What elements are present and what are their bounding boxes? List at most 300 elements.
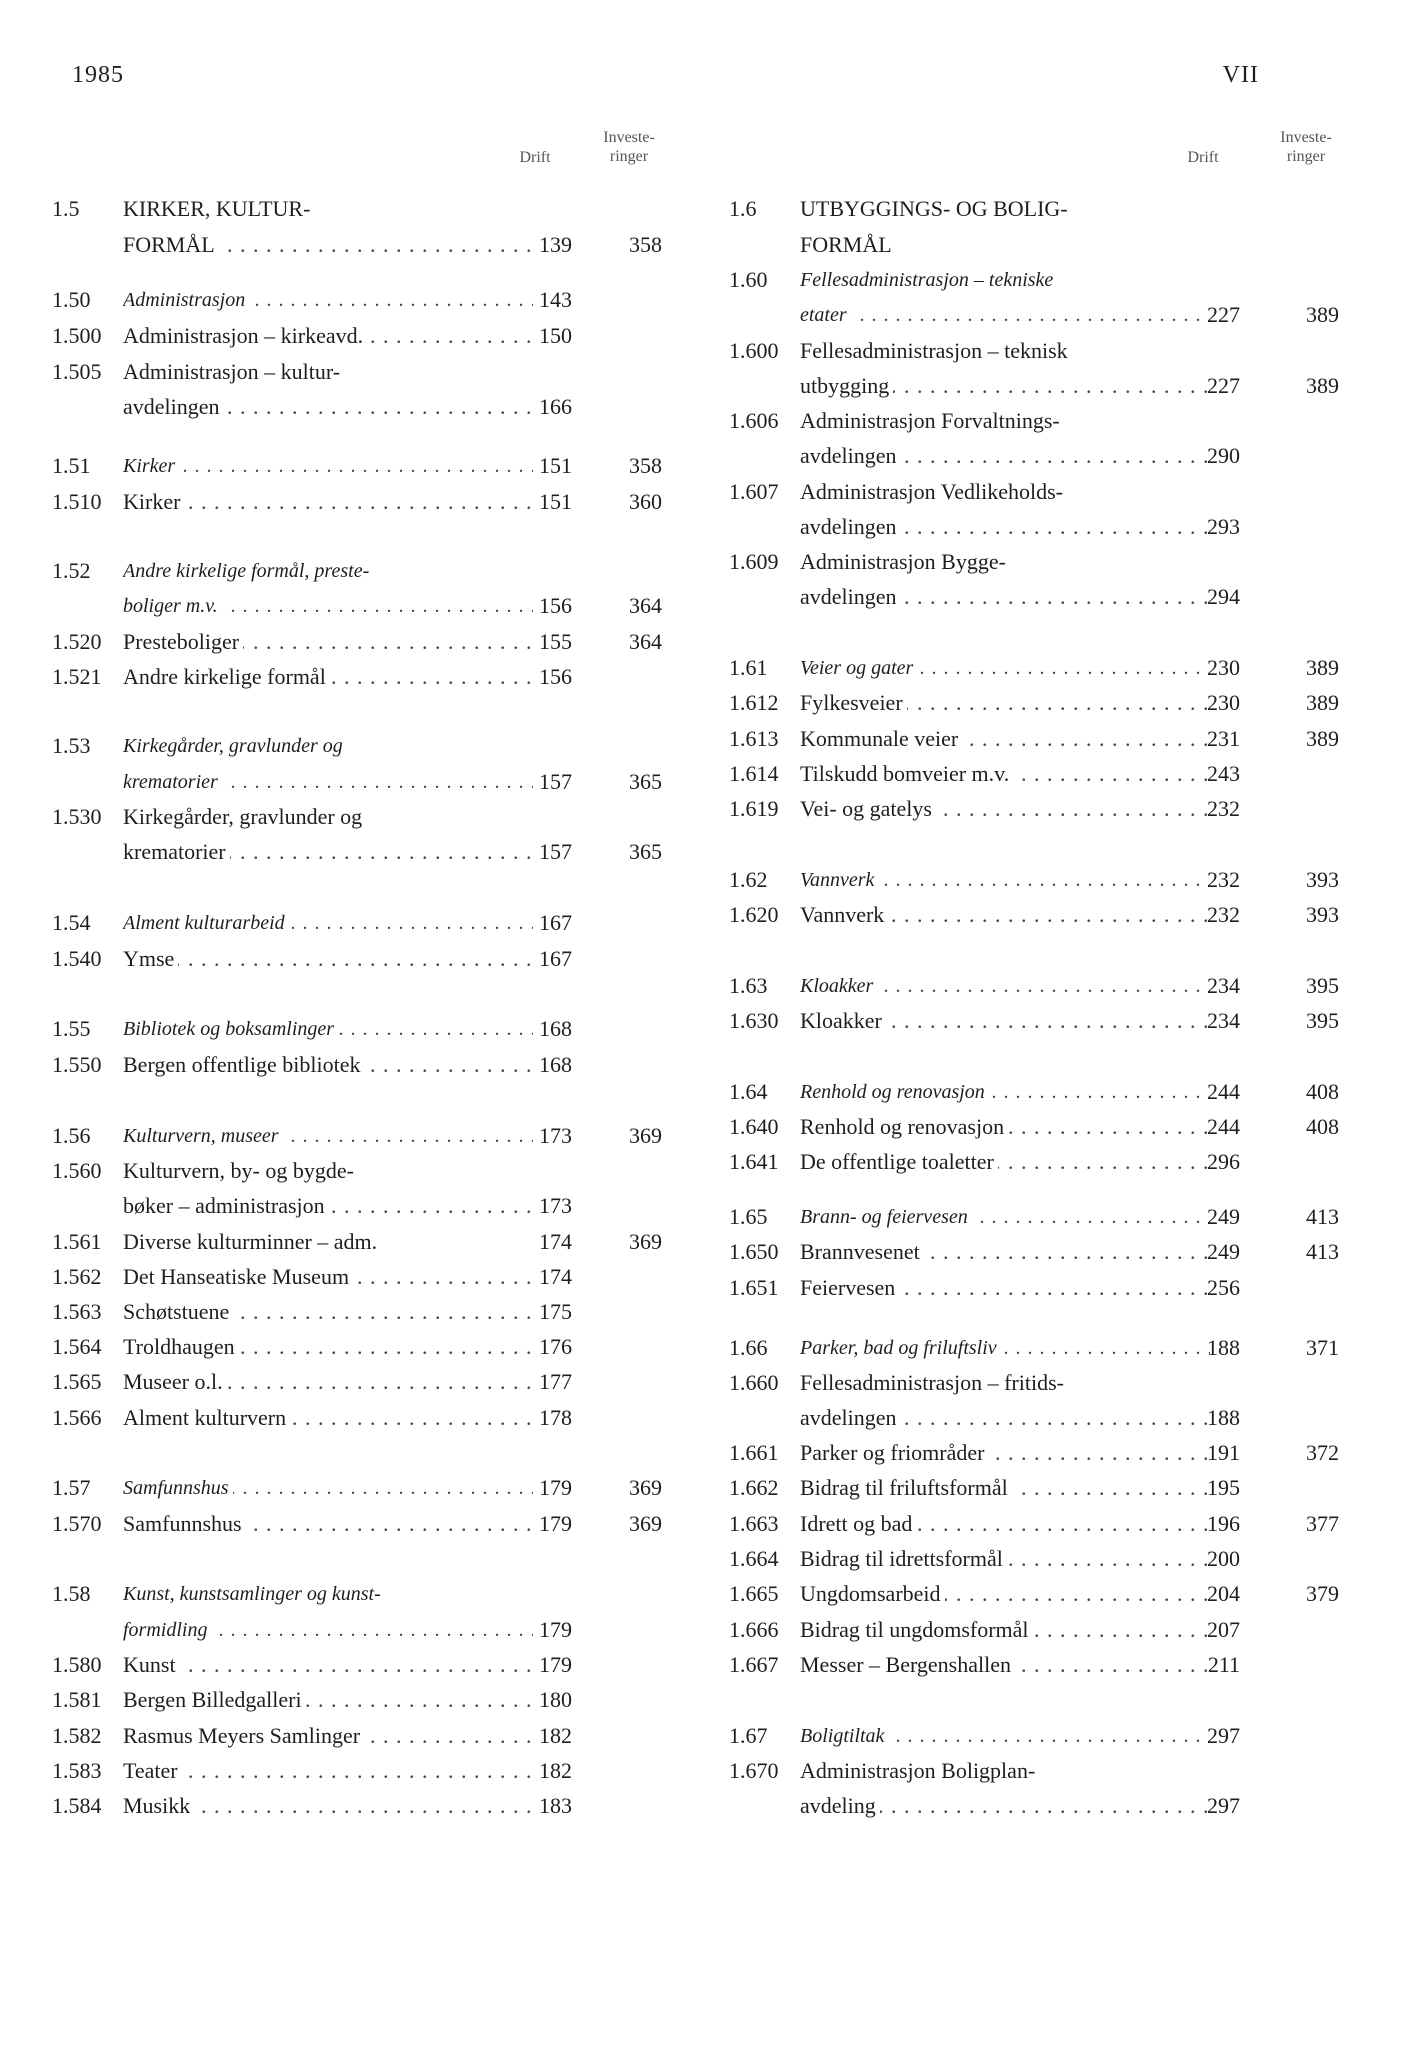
- entry-label: [800, 1271, 1210, 1305]
- index-entry: [52, 1330, 662, 1364]
- entry-label: [123, 1719, 533, 1753]
- entry-number: 1.661: [729, 1440, 779, 1465]
- index-entry: [729, 722, 1339, 756]
- index-entry: [52, 660, 662, 694]
- entry-label: [123, 1330, 533, 1364]
- index-entry: [729, 1542, 1339, 1576]
- entry-label: [123, 1683, 533, 1717]
- index-entry: [729, 1235, 1339, 1269]
- entry-number: 1.67: [729, 1723, 768, 1748]
- investering-page: 389: [1306, 726, 1339, 751]
- entry-number: 1.619: [729, 796, 779, 821]
- entry-number: 1.65: [729, 1204, 768, 1229]
- entry-label: [800, 1436, 1210, 1470]
- entry-label-text: Kloakker: [800, 975, 877, 997]
- index-entry: [52, 1189, 662, 1223]
- drift-page: 232: [1207, 902, 1240, 927]
- drift-page: 179: [539, 1617, 572, 1642]
- entry-number: 1.520: [52, 629, 102, 654]
- entry-label: [800, 580, 1210, 614]
- drift-page: 156: [539, 664, 572, 689]
- entry-label: [800, 1401, 1210, 1435]
- index-entry: [52, 1260, 662, 1294]
- entry-number: 1.620: [729, 902, 779, 927]
- investering-page: 369: [629, 1123, 662, 1148]
- entry-label: [800, 1004, 1210, 1038]
- entry-label-text: Kulturvern, by- og bygde-: [123, 1158, 358, 1183]
- index-entry: [52, 390, 662, 424]
- column-header-investeringer-line1: Investe-: [603, 129, 655, 146]
- entry-label-text: De offentlige toaletter: [800, 1149, 998, 1174]
- index-entry: [52, 1154, 662, 1188]
- entry-label-text: krematorier: [123, 839, 230, 864]
- entry-label-text: FORMÅL: [800, 232, 896, 257]
- index-entry: [52, 1789, 662, 1823]
- entry-label-text: Administrasjon Vedlikeholds-: [800, 479, 1067, 504]
- entry-label: [123, 319, 533, 353]
- entry-label: [123, 390, 533, 424]
- drift-page: 173: [539, 1123, 572, 1148]
- index-entry: [52, 485, 662, 519]
- entry-label-text: Kirkegårder, gravlunder og: [123, 804, 366, 829]
- index-entry: [52, 1048, 662, 1082]
- entry-label: [800, 1110, 1210, 1144]
- investering-page: 393: [1306, 902, 1339, 927]
- drift-page: 173: [539, 1193, 572, 1218]
- entry-label: [800, 1719, 1210, 1753]
- entry-label-text: boliger m.v.: [123, 595, 222, 617]
- drift-page: 151: [539, 489, 572, 514]
- entry-label: [123, 1225, 533, 1259]
- entry-number: 1.55: [52, 1016, 91, 1041]
- entry-number: 1.500: [52, 323, 102, 348]
- entry-label-text: Kloakker: [800, 1008, 886, 1033]
- entry-number: 1.662: [729, 1475, 779, 1500]
- entry-label-text: Bidrag til idrettsformål: [800, 1546, 1007, 1571]
- investering-page: 360: [629, 489, 662, 514]
- entry-label-text: Boligtiltak: [800, 1725, 888, 1747]
- entry-label: [123, 1365, 533, 1399]
- index-entry: [729, 686, 1339, 720]
- entry-label-text: Messer – Bergenshallen: [800, 1652, 1015, 1677]
- entry-number: 1.54: [52, 910, 91, 935]
- entry-label-text: Administrasjon Forvaltnings-: [800, 408, 1064, 433]
- index-entry: [52, 1683, 662, 1717]
- index-entry: [729, 792, 1339, 826]
- entry-label-text: Kommunale veier: [800, 726, 962, 751]
- entry-label: [123, 729, 533, 763]
- investering-page: 364: [629, 629, 662, 654]
- entry-number: 1.667: [729, 1652, 779, 1677]
- drift-page: 155: [539, 629, 572, 654]
- entry-number: 1.550: [52, 1052, 102, 1077]
- entry-number: 1.62: [729, 867, 768, 892]
- entry-label: [123, 625, 533, 659]
- entry-label: [123, 554, 533, 588]
- entry-number: 1.630: [729, 1008, 779, 1033]
- entry-label-text: Vannverk: [800, 902, 888, 927]
- index-entry: [729, 1004, 1339, 1038]
- investering-page: 365: [629, 769, 662, 794]
- entry-label: [800, 545, 1210, 579]
- index-entry: [52, 1012, 662, 1046]
- index-entry: [729, 1648, 1339, 1682]
- entry-label-text: UTBYGGINGS- OG BOLIG-: [800, 196, 1072, 221]
- drift-page: 178: [539, 1405, 572, 1430]
- entry-number: 1.641: [729, 1149, 779, 1174]
- entry-label-text: Andre kirkelige formål: [123, 664, 330, 689]
- index-entry: [729, 1401, 1339, 1435]
- drift-page: 167: [539, 946, 572, 971]
- entry-label-text: Kirker: [123, 455, 179, 477]
- index-entry: [52, 906, 662, 940]
- entry-label-text: Samfunnshus: [123, 1511, 246, 1536]
- entry-number: 1.560: [52, 1158, 102, 1183]
- entry-label: [123, 1260, 533, 1294]
- investering-page: 389: [1306, 373, 1339, 398]
- entry-label-text: Musikk: [123, 1793, 194, 1818]
- entry-label-text: Kirkegårder, gravlunder og: [123, 735, 347, 757]
- drift-page: 195: [1207, 1475, 1240, 1500]
- entry-label-text: Museer o.l.: [123, 1369, 227, 1394]
- index-entry: [52, 1719, 662, 1753]
- index-entry: [52, 1613, 662, 1647]
- index-entry: [52, 1225, 662, 1259]
- entry-number: 1.5: [52, 196, 80, 221]
- index-entry: [52, 449, 662, 483]
- index-entry: [729, 1754, 1339, 1788]
- investering-page: 395: [1306, 973, 1339, 998]
- entry-label-text: Tilskudd bomveier m.v.: [800, 761, 1013, 786]
- index-entry: [52, 800, 662, 834]
- entry-label: [123, 835, 533, 869]
- entry-label-text: Administrasjon Boligplan-: [800, 1758, 1039, 1783]
- entry-label: [123, 1789, 533, 1823]
- entry-label-text: bøker – administrasjon: [123, 1193, 329, 1218]
- investering-page: 393: [1306, 867, 1339, 892]
- entry-label: [123, 1295, 533, 1329]
- entry-label-text: avdelingen: [800, 1405, 901, 1430]
- entry-number: 1.582: [52, 1723, 102, 1748]
- entry-label-text: formidling: [123, 1619, 211, 1641]
- drift-page: 150: [539, 323, 572, 348]
- index-entry: [729, 1789, 1339, 1823]
- entry-label: [800, 1789, 1210, 1823]
- drift-page: 243: [1207, 761, 1240, 786]
- entry-label: [800, 298, 1210, 332]
- index-entry: [729, 369, 1339, 403]
- index-entry: [729, 651, 1339, 685]
- entry-number: 1.614: [729, 761, 779, 786]
- entry-number: 1.651: [729, 1275, 779, 1300]
- entry-number: 1.60: [729, 267, 768, 292]
- entry-label-text: Vei- og gatelys: [800, 796, 936, 821]
- entry-label-text: Administrasjon Bygge-: [800, 549, 1010, 574]
- entry-number: 1.565: [52, 1369, 102, 1394]
- entry-label-text: Administrasjon: [123, 289, 249, 311]
- entry-number: 1.561: [52, 1229, 102, 1254]
- entry-number: 1.670: [729, 1758, 779, 1783]
- index-entry: [729, 1507, 1339, 1541]
- entry-number: 1.510: [52, 489, 102, 514]
- drift-page: 297: [1207, 1723, 1240, 1748]
- entry-label: [800, 651, 1210, 685]
- entry-label-text: avdelingen: [800, 514, 901, 539]
- entry-label-text: KIRKER, KULTUR-: [123, 196, 314, 221]
- entry-label-text: Fellesadministrasjon – tekniske: [800, 269, 1057, 291]
- index-entry: [729, 1577, 1339, 1611]
- entry-label: [800, 1507, 1210, 1541]
- index-entry: [729, 475, 1339, 509]
- entry-number: 1.57: [52, 1475, 91, 1500]
- drift-page: 232: [1207, 867, 1240, 892]
- entry-label: [123, 1754, 533, 1788]
- drift-page: 244: [1207, 1114, 1240, 1139]
- entry-label: [800, 1075, 1210, 1109]
- entry-number: 1.663: [729, 1511, 779, 1536]
- entry-label: [800, 510, 1210, 544]
- entry-label-text: Kunst, kunstsamlinger og kunst-: [123, 1583, 385, 1605]
- drift-page: 204: [1207, 1581, 1240, 1606]
- entry-number: 1.609: [729, 549, 779, 574]
- entry-number: 1.607: [729, 479, 779, 504]
- entry-label: [123, 283, 533, 317]
- investering-page: 389: [1306, 690, 1339, 715]
- entry-number: 1.563: [52, 1299, 102, 1324]
- index-entry: [52, 1471, 662, 1505]
- entry-label-text: Fellesadministrasjon – fritids-: [800, 1370, 1068, 1395]
- investering-page: 395: [1306, 1008, 1339, 1033]
- entry-label-text: Brannvesenet: [800, 1239, 924, 1264]
- index-entry: [729, 1719, 1339, 1753]
- index-entry: [729, 192, 1339, 226]
- entry-label: [123, 1154, 533, 1188]
- index-entry: [52, 1754, 662, 1788]
- drift-page: 232: [1207, 796, 1240, 821]
- index-entry: [52, 942, 662, 976]
- entry-label: [123, 765, 533, 799]
- index-entry: [52, 554, 662, 588]
- index-entry: [52, 192, 662, 226]
- index-entry: [729, 510, 1339, 544]
- investering-page: 358: [629, 453, 662, 478]
- entry-number: 1.56: [52, 1123, 91, 1148]
- column-header-investeringer-line2: ringer: [609, 148, 649, 165]
- drift-page: 227: [1207, 302, 1240, 327]
- entry-number: 1.580: [52, 1652, 102, 1677]
- entry-label: [123, 1613, 533, 1647]
- drift-page: 179: [539, 1652, 572, 1677]
- index-entry: [729, 1366, 1339, 1400]
- drift-page: 234: [1207, 1008, 1240, 1033]
- investering-page: 408: [1306, 1114, 1339, 1139]
- entry-label: [123, 589, 533, 623]
- entry-label-text: FORMÅL: [123, 232, 219, 257]
- entry-label-text: Administrasjon – kultur-: [123, 359, 344, 384]
- investering-page: 369: [629, 1475, 662, 1500]
- entry-label-text: Kulturvern, museer: [123, 1125, 283, 1147]
- investering-page: 372: [1306, 1440, 1339, 1465]
- entry-label: [800, 1648, 1210, 1682]
- entry-label-text: avdelingen: [123, 394, 224, 419]
- page-year: 1985: [72, 62, 124, 88]
- investering-page: 379: [1306, 1581, 1339, 1606]
- investering-page: 408: [1306, 1079, 1339, 1104]
- entry-number: 1.51: [52, 453, 91, 478]
- entry-number: 1.58: [52, 1581, 91, 1606]
- entry-number: 1.664: [729, 1546, 779, 1571]
- entry-label: [800, 722, 1210, 756]
- index-entry: [52, 765, 662, 799]
- index-entry: [52, 228, 662, 262]
- entry-number: 1.50: [52, 287, 91, 312]
- entry-label: [800, 1235, 1210, 1269]
- index-entry: [52, 283, 662, 317]
- index-entry: [729, 1075, 1339, 1109]
- drift-page: 167: [539, 910, 572, 935]
- drift-page: 157: [539, 769, 572, 794]
- index-entry: [52, 729, 662, 763]
- drift-page: 157: [539, 839, 572, 864]
- entry-label-text: avdeling: [800, 1793, 880, 1818]
- column-header-drift: Drift: [519, 149, 551, 166]
- entry-label-text: Vannverk: [800, 869, 878, 891]
- entry-number: 1.540: [52, 946, 102, 971]
- entry-number: 1.6: [729, 196, 757, 221]
- index-entry: [729, 1271, 1339, 1305]
- index-entry: [52, 355, 662, 389]
- index-entry: [52, 1295, 662, 1329]
- entry-number: 1.600: [729, 338, 779, 363]
- entry-number: 1.562: [52, 1264, 102, 1289]
- entry-label-text: avdelingen: [800, 443, 901, 468]
- entry-label-text: Idrett og bad: [800, 1511, 916, 1536]
- drift-page: 168: [539, 1052, 572, 1077]
- drift-page: 256: [1207, 1275, 1240, 1300]
- entry-label: [800, 863, 1210, 897]
- entry-label-text: Fylkesveier: [800, 690, 907, 715]
- index-entry: [52, 319, 662, 353]
- entry-label-text: Ungdomsarbeid: [800, 1581, 945, 1606]
- entry-label: [123, 355, 533, 389]
- drift-page: 293: [1207, 514, 1240, 539]
- entry-label: [800, 228, 1210, 262]
- drift-page: 188: [1207, 1335, 1240, 1360]
- entry-number: 1.660: [729, 1370, 779, 1395]
- index-entry: [729, 863, 1339, 897]
- investering-page: 389: [1306, 302, 1339, 327]
- entry-label: [800, 334, 1210, 368]
- index-entry: [52, 835, 662, 869]
- entry-number: 1.64: [729, 1079, 768, 1104]
- drift-page: 196: [1207, 1511, 1240, 1536]
- entry-label-text: Det Hanseatiske Museum: [123, 1264, 353, 1289]
- investering-page: 369: [629, 1229, 662, 1254]
- drift-page: 227: [1207, 373, 1240, 398]
- entry-number: 1.584: [52, 1793, 102, 1818]
- drift-page: 244: [1207, 1079, 1240, 1104]
- index-entry: [729, 757, 1339, 791]
- index-entry: [729, 580, 1339, 614]
- entry-label: [800, 898, 1210, 932]
- entry-number: 1.583: [52, 1758, 102, 1783]
- column-header-investeringer-right: [1271, 128, 1341, 166]
- entry-label-text: Troldhaugen: [123, 1334, 239, 1359]
- entry-label-text: Rasmus Meyers Samlinger: [123, 1723, 364, 1748]
- drift-page: 231: [1207, 726, 1240, 751]
- index-entry: [729, 298, 1339, 332]
- entry-label: [123, 800, 533, 834]
- entry-label: [800, 1577, 1210, 1611]
- column-header-investeringer-right-line2: ringer: [1286, 148, 1326, 165]
- index-entry: [729, 1331, 1339, 1365]
- entry-label: [800, 439, 1210, 473]
- entry-number: 1.566: [52, 1405, 102, 1430]
- index-entry: [729, 1471, 1339, 1505]
- entry-number: 1.612: [729, 690, 779, 715]
- entry-label: [123, 485, 533, 519]
- entry-label-text: Bidrag til ungdomsformål: [800, 1617, 1033, 1642]
- drift-page: 296: [1207, 1149, 1240, 1174]
- entry-number: 1.666: [729, 1617, 779, 1642]
- entry-label: [800, 1613, 1210, 1647]
- drift-page: 230: [1207, 655, 1240, 680]
- entry-number: 1.521: [52, 664, 102, 689]
- drift-page: 156: [539, 593, 572, 618]
- drift-page: 207: [1207, 1617, 1240, 1642]
- column-header-drift-right: Drift: [1187, 149, 1219, 166]
- entry-number: 1.640: [729, 1114, 779, 1139]
- column-header-investeringer: [594, 128, 664, 166]
- entry-label-text: Parker, bad og friluftsliv: [800, 1337, 1001, 1359]
- page-number: VII: [1222, 62, 1259, 88]
- column-header-investeringer-right-line1: Investe-: [1280, 129, 1332, 146]
- drift-page: 166: [539, 394, 572, 419]
- entry-label-text: krematorier: [123, 771, 222, 793]
- entry-number: 1.52: [52, 558, 91, 583]
- drift-page: 180: [539, 1687, 572, 1712]
- entry-number: 1.564: [52, 1334, 102, 1359]
- drift-page: 168: [539, 1016, 572, 1041]
- entry-label: [800, 1366, 1210, 1400]
- drift-page: 183: [539, 1793, 572, 1818]
- entry-label: [123, 1507, 533, 1541]
- entry-label: [800, 1754, 1210, 1788]
- entry-label-text: Teater: [123, 1758, 182, 1783]
- entry-label: [800, 686, 1210, 720]
- drift-page: 174: [539, 1264, 572, 1289]
- index-entry: [729, 439, 1339, 473]
- entry-label-text: Diverse kulturminner – adm.: [123, 1229, 381, 1254]
- drift-page: 177: [539, 1369, 572, 1394]
- entry-label-text: Samfunnshus: [123, 1477, 233, 1499]
- index-entry: [729, 263, 1339, 297]
- entry-label: [800, 1200, 1210, 1234]
- entry-label: [123, 1048, 533, 1082]
- entry-label-text: etater: [800, 304, 851, 326]
- entry-label: [123, 1189, 533, 1223]
- entry-label-text: Administrasjon – kirkeavd.: [123, 323, 367, 348]
- entry-number: 1.665: [729, 1581, 779, 1606]
- entry-label: [123, 1119, 533, 1153]
- drift-page: 139: [539, 232, 572, 257]
- drift-page: 249: [1207, 1239, 1240, 1264]
- drift-page: 151: [539, 453, 572, 478]
- entry-label-text: Bibliotek og boksamlinger: [123, 1018, 338, 1040]
- drift-page: 249: [1207, 1204, 1240, 1229]
- drift-page: 200: [1207, 1546, 1240, 1571]
- index-entry: [729, 545, 1339, 579]
